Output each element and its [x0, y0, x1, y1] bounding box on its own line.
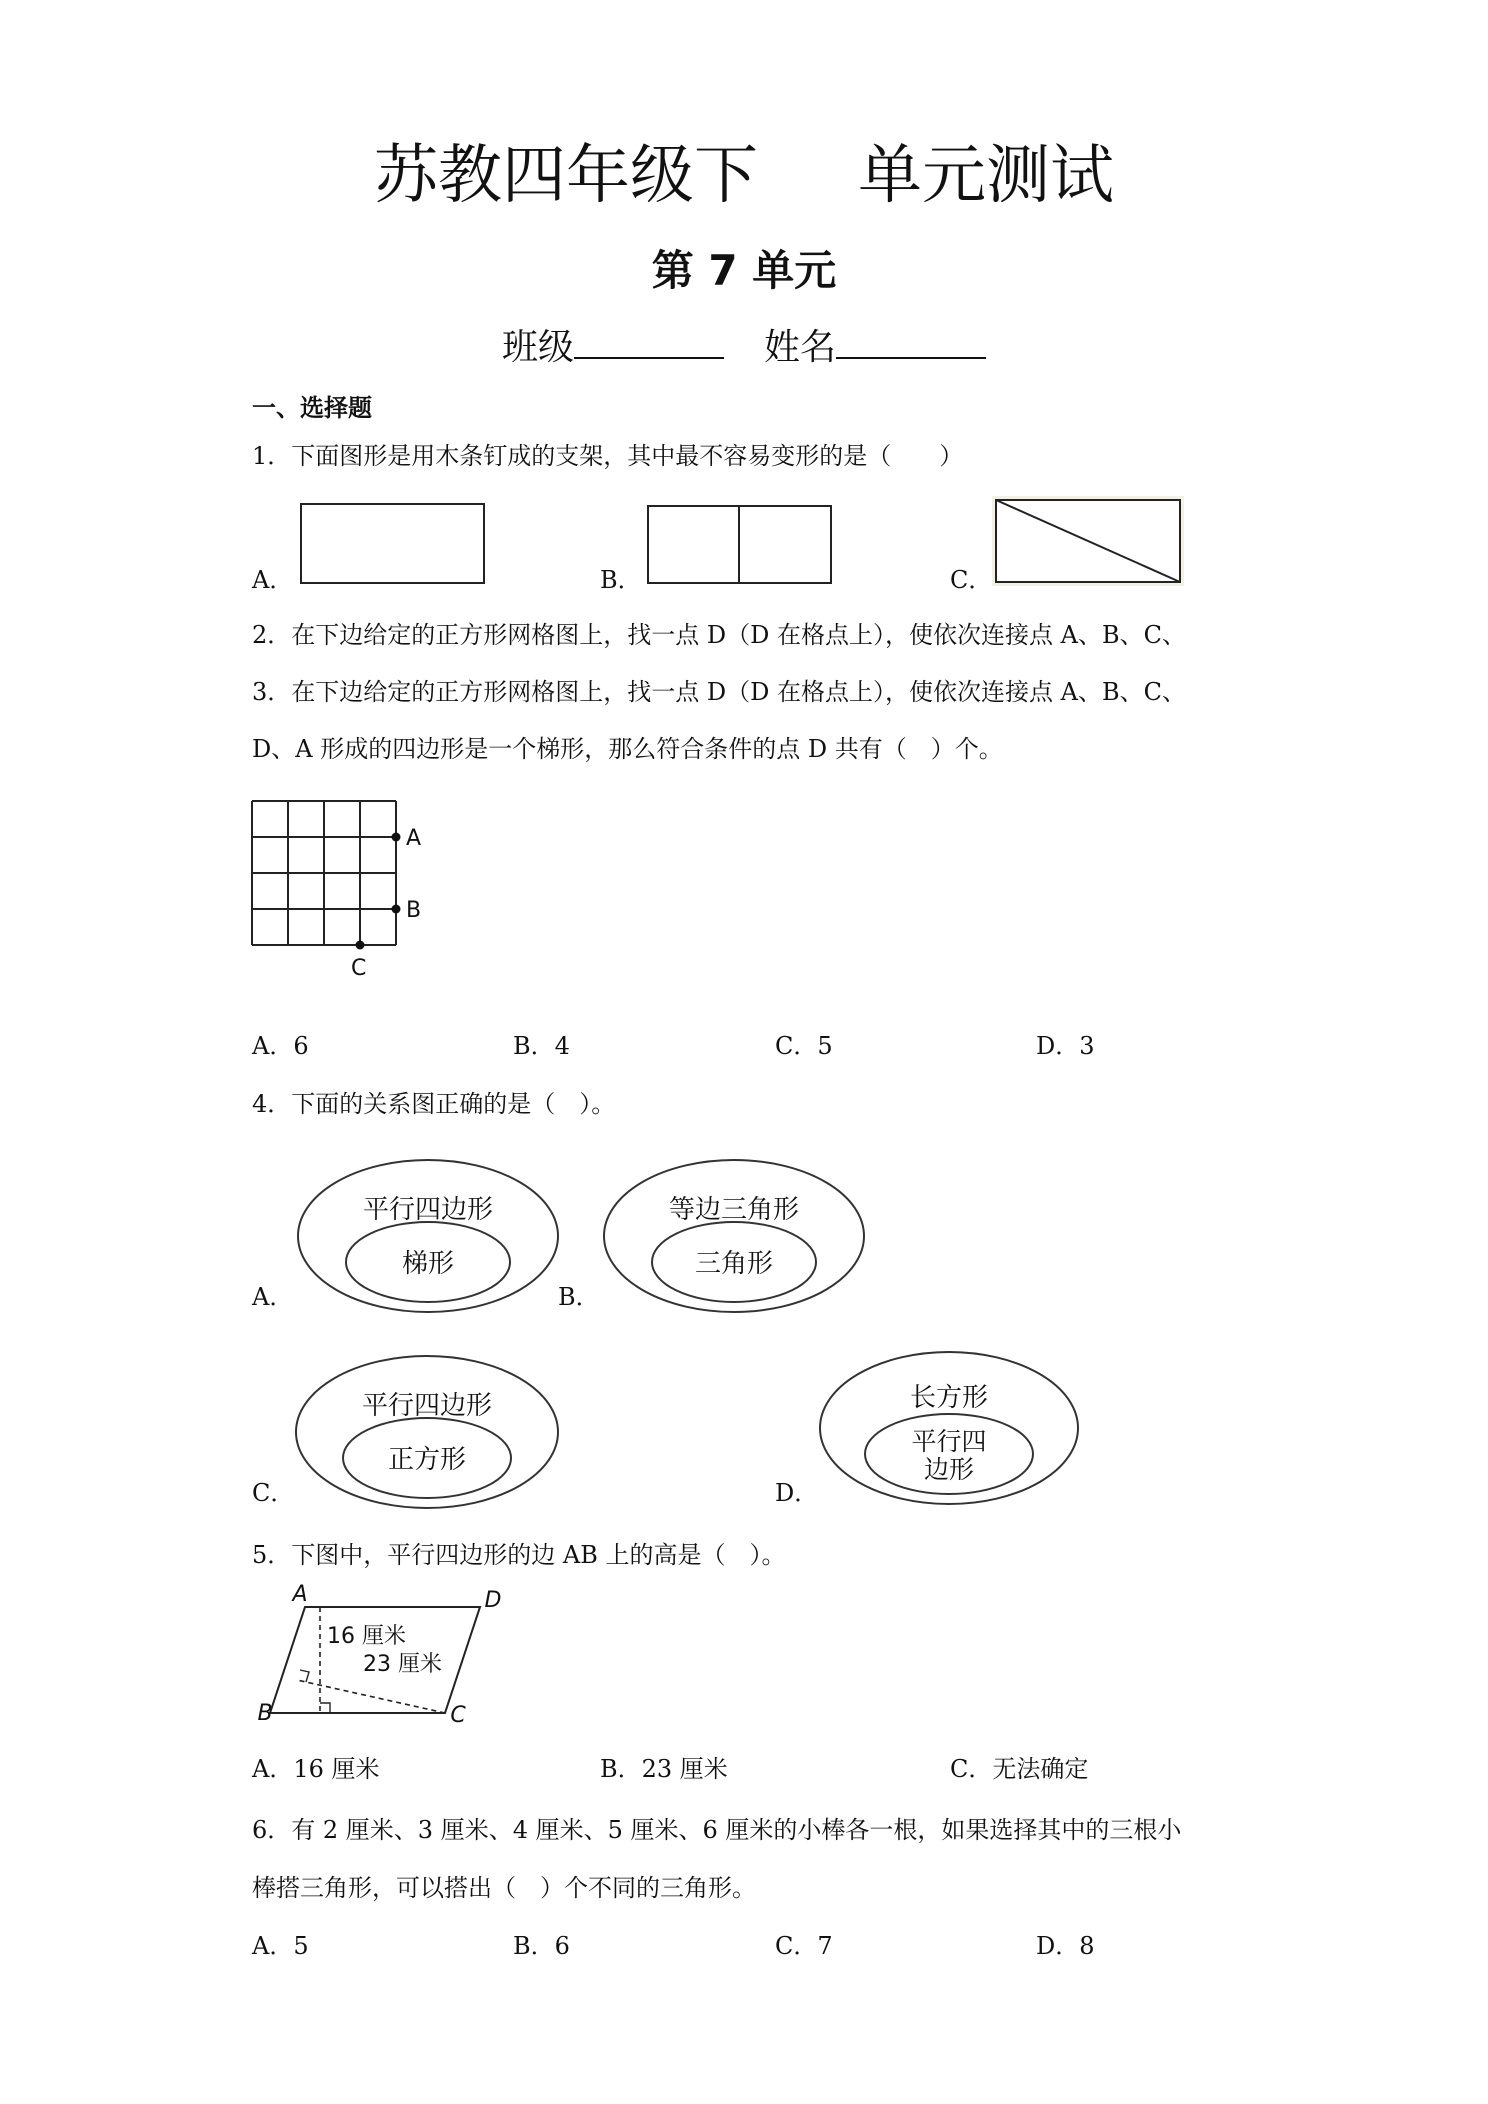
- q1-divided-rectangle-figure: [647, 505, 833, 585]
- q4-option-a[interactable]: A．: [252, 1283, 294, 1311]
- q1-rectangle-figure: [300, 503, 486, 585]
- q3-option-c[interactable]: C．5: [775, 1032, 833, 1060]
- class-name-line: [0, 326, 1488, 370]
- name-label: 姓名: [764, 327, 837, 368]
- question-6-text-continued: 棒搭三角形，可以搭出（ ）个不同的三角形。: [252, 1874, 756, 1902]
- section-heading: 一、选择题: [252, 394, 372, 422]
- q3-option-d[interactable]: D．3: [1036, 1032, 1095, 1060]
- label-c: C: [351, 956, 367, 981]
- q6-option-b[interactable]: B．6: [513, 1932, 570, 1960]
- diagram-a-inner-label: 梯形: [401, 1249, 455, 1279]
- diagram-d-inner-label-line1: 平行四: [911, 1427, 987, 1456]
- q6-option-c[interactable]: C．7: [775, 1932, 833, 1960]
- q5-option-b[interactable]: B．23 厘米: [600, 1755, 728, 1783]
- question-1-text: 1．下面图形是用木条钉成的支架，其中最不容易变形的是（ ）: [252, 442, 964, 470]
- q1-option-c[interactable]: C．: [950, 566, 993, 594]
- q4-option-b[interactable]: B．: [558, 1283, 600, 1311]
- label-c: C: [450, 1703, 466, 1728]
- diagram-a-outer-label: 平行四边形: [362, 1195, 494, 1225]
- label-b: B: [406, 898, 422, 923]
- q4-diagram-c: [294, 1354, 560, 1510]
- diagram-c-outer-label: 平行四边形: [361, 1391, 493, 1421]
- title-left: 苏教四年级下: [374, 139, 758, 213]
- label-a: A: [292, 1582, 308, 1607]
- page-title: [0, 138, 1488, 214]
- q4-diagram-d: [818, 1350, 1080, 1506]
- class-label: 班级: [501, 327, 574, 368]
- grid-figure: [252, 801, 452, 981]
- name-blank[interactable]: [836, 327, 986, 359]
- title-right: 单元测试: [858, 139, 1114, 213]
- question-4-text: 4．下面的关系图正确的是（ ）。: [252, 1090, 616, 1118]
- question-6-text: 6．有 2 厘米、3 厘米、4 厘米、5 厘米、6 厘米的小棒各一根，如果选择其中的三根小: [252, 1816, 1182, 1844]
- question-3-text: 3．在下边给定的正方形网格图上，找一点 D（D 在格点上），使依次连接点 A、B、C、: [252, 678, 1186, 706]
- diagram-b-inner-label: 三角形: [694, 1249, 774, 1279]
- q6-option-a[interactable]: A．5: [252, 1932, 309, 1960]
- q4-option-c[interactable]: C．: [252, 1479, 295, 1507]
- q3-option-b[interactable]: B．4: [513, 1032, 570, 1060]
- point-a: [392, 833, 401, 842]
- class-blank[interactable]: [574, 327, 724, 359]
- q6-option-d[interactable]: D．8: [1036, 1932, 1095, 1960]
- diagram-b-outer-label: 等边三角形: [668, 1195, 800, 1225]
- diagram-d-outer-label: 长方形: [909, 1383, 989, 1413]
- unit-subtitle: 第 7 单元: [651, 246, 837, 295]
- question-3-text-continued: D、A 形成的四边形是一个梯形，那么符合条件的点 D 共有（ ）个。: [252, 735, 1003, 763]
- question-5-text: 5．下图中，平行四边形的边 AB 上的高是（ ）。: [252, 1541, 786, 1569]
- height-16-label: 16 厘米: [327, 1624, 406, 1649]
- q5-option-c[interactable]: C．无法确定: [950, 1755, 1089, 1783]
- q1-option-a[interactable]: A．: [252, 566, 294, 594]
- point-c: [356, 941, 365, 950]
- q1-option-b[interactable]: B．: [600, 566, 642, 594]
- label-d: D: [484, 1588, 502, 1613]
- q4-diagram-a: [296, 1158, 560, 1314]
- diagram-c-inner-label: 正方形: [387, 1445, 467, 1475]
- q4-diagram-b: [602, 1158, 866, 1314]
- q3-option-a[interactable]: A．6: [252, 1032, 309, 1060]
- point-b: [392, 905, 401, 914]
- height-23-label: 23 厘米: [363, 1652, 442, 1677]
- q1-diagonal-rectangle-figure: [992, 496, 1184, 586]
- label-a: A: [406, 826, 422, 851]
- diagram-d-inner-label-line2: 边形: [923, 1455, 975, 1484]
- parallelogram-figure: [255, 1582, 525, 1730]
- question-2-text: 2．在下边给定的正方形网格图上，找一点 D（D 在格点上），使依次连接点 A、B、C、: [252, 621, 1186, 649]
- q5-option-a[interactable]: A．16 厘米: [252, 1755, 380, 1783]
- q4-option-d[interactable]: D．: [775, 1479, 819, 1507]
- label-b: B: [257, 1701, 273, 1726]
